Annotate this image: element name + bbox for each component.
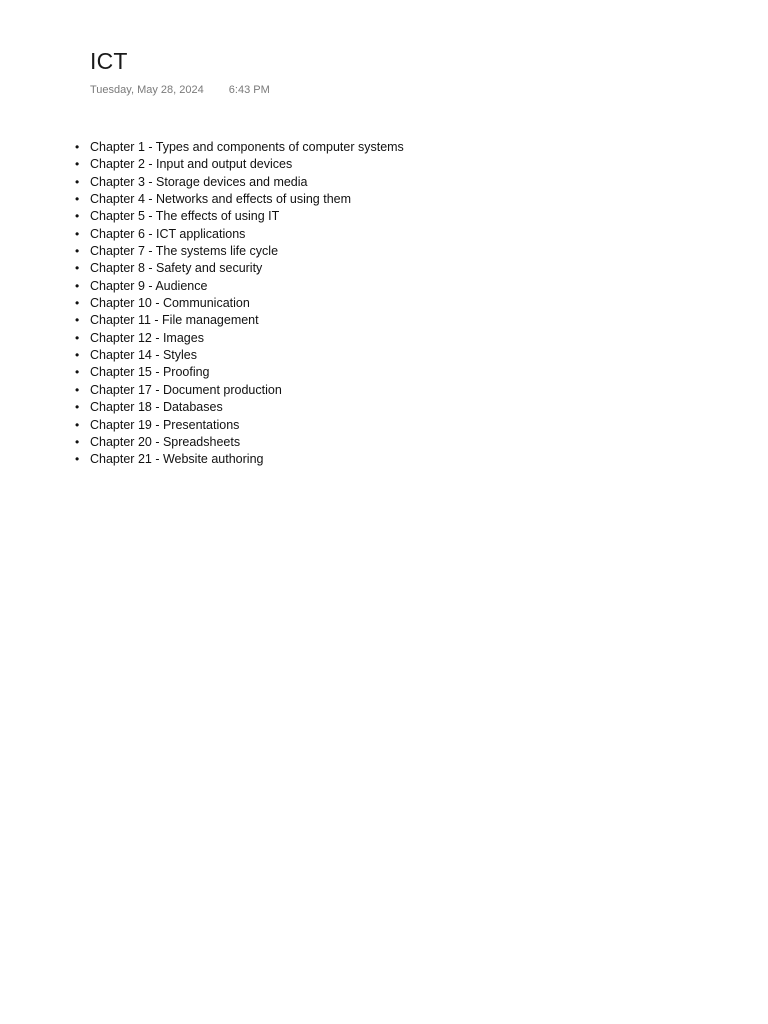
chapter-label: Chapter 17 - Document production <box>90 382 282 397</box>
bullet-icon: • <box>75 348 80 363</box>
page-time: 6:43 PM <box>228 84 270 96</box>
chapter-list-item[interactable] <box>75 226 404 243</box>
chapter-label: Chapter 3 - Storage devices and media <box>90 174 308 189</box>
bullet-icon: • <box>75 400 80 415</box>
chapter-list <box>75 139 404 469</box>
bullet-icon: • <box>75 261 80 276</box>
chapter-list-item[interactable] <box>75 295 404 312</box>
chapter-list-item[interactable] <box>75 330 404 347</box>
bullet-icon: • <box>75 226 80 241</box>
page-timestamp <box>90 82 270 98</box>
bullet-icon: • <box>75 192 80 207</box>
page-title[interactable]: ICT <box>90 48 128 74</box>
chapter-label: Chapter 9 - Audience <box>90 278 208 293</box>
bullet-icon: • <box>75 140 80 154</box>
page-date: Tuesday, May 28, 2024 <box>90 84 204 96</box>
chapter-label: Chapter 4 - Networks and effects of using them <box>90 192 352 207</box>
chapter-list-item[interactable] <box>75 191 404 208</box>
chapter-label: Chapter 10 - Communication <box>90 296 250 311</box>
bullet-icon: • <box>75 296 80 311</box>
chapter-label: Chapter 7 - The systems life cycle <box>90 244 279 259</box>
chapter-label: Chapter 12 - Images <box>90 330 204 345</box>
chapter-label: Chapter 18 - Databases <box>90 400 223 415</box>
chapter-label: Chapter 14 - Styles <box>90 348 197 363</box>
chapter-list-item[interactable] <box>75 243 404 260</box>
chapter-list-item[interactable] <box>75 364 404 381</box>
chapter-list-item[interactable] <box>75 278 404 295</box>
chapter-list-item[interactable] <box>75 156 404 173</box>
bullet-icon: • <box>75 382 80 397</box>
chapter-label: Chapter 5 - The effects of using IT <box>90 209 280 224</box>
chapter-list-item[interactable] <box>75 434 404 451</box>
chapter-list-item[interactable] <box>75 382 404 399</box>
chapter-list-item[interactable] <box>75 417 404 434</box>
chapter-list-item[interactable] <box>75 312 404 329</box>
chapter-label: Chapter 6 - ICT applications <box>90 226 246 241</box>
chapter-list-item[interactable] <box>75 347 404 364</box>
chapter-label: Chapter 1 - Types and components of computer systems <box>90 140 404 154</box>
chapter-label: Chapter 19 - Presentations <box>90 417 240 432</box>
chapter-list-item[interactable] <box>75 208 404 225</box>
bullet-icon: • <box>75 157 80 172</box>
bullet-icon: • <box>75 209 80 224</box>
chapter-label: Chapter 15 - Proofing <box>90 365 210 380</box>
chapter-label: Chapter 11 - File management <box>90 313 259 328</box>
chapter-list-item[interactable] <box>75 451 404 468</box>
chapter-list-item[interactable] <box>75 174 404 191</box>
chapter-label: Chapter 2 - Input and output devices <box>90 157 293 172</box>
chapter-label: Chapter 21 - Website authoring <box>90 452 264 467</box>
bullet-icon: • <box>75 244 80 259</box>
bullet-icon: • <box>75 452 80 467</box>
bullet-icon: • <box>75 417 80 432</box>
chapter-list-item[interactable] <box>75 260 404 277</box>
chapter-label: Chapter 8 - Safety and security <box>90 261 263 276</box>
chapter-list-item[interactable] <box>75 139 404 156</box>
bullet-icon: • <box>75 313 80 328</box>
bullet-icon: • <box>75 365 80 380</box>
bullet-icon: • <box>75 174 80 189</box>
chapter-label: Chapter 20 - Spreadsheets <box>90 434 241 449</box>
bullet-icon: • <box>75 278 80 293</box>
bullet-icon: • <box>75 330 80 345</box>
chapter-list-item[interactable] <box>75 399 404 416</box>
bullet-icon: • <box>75 434 80 449</box>
